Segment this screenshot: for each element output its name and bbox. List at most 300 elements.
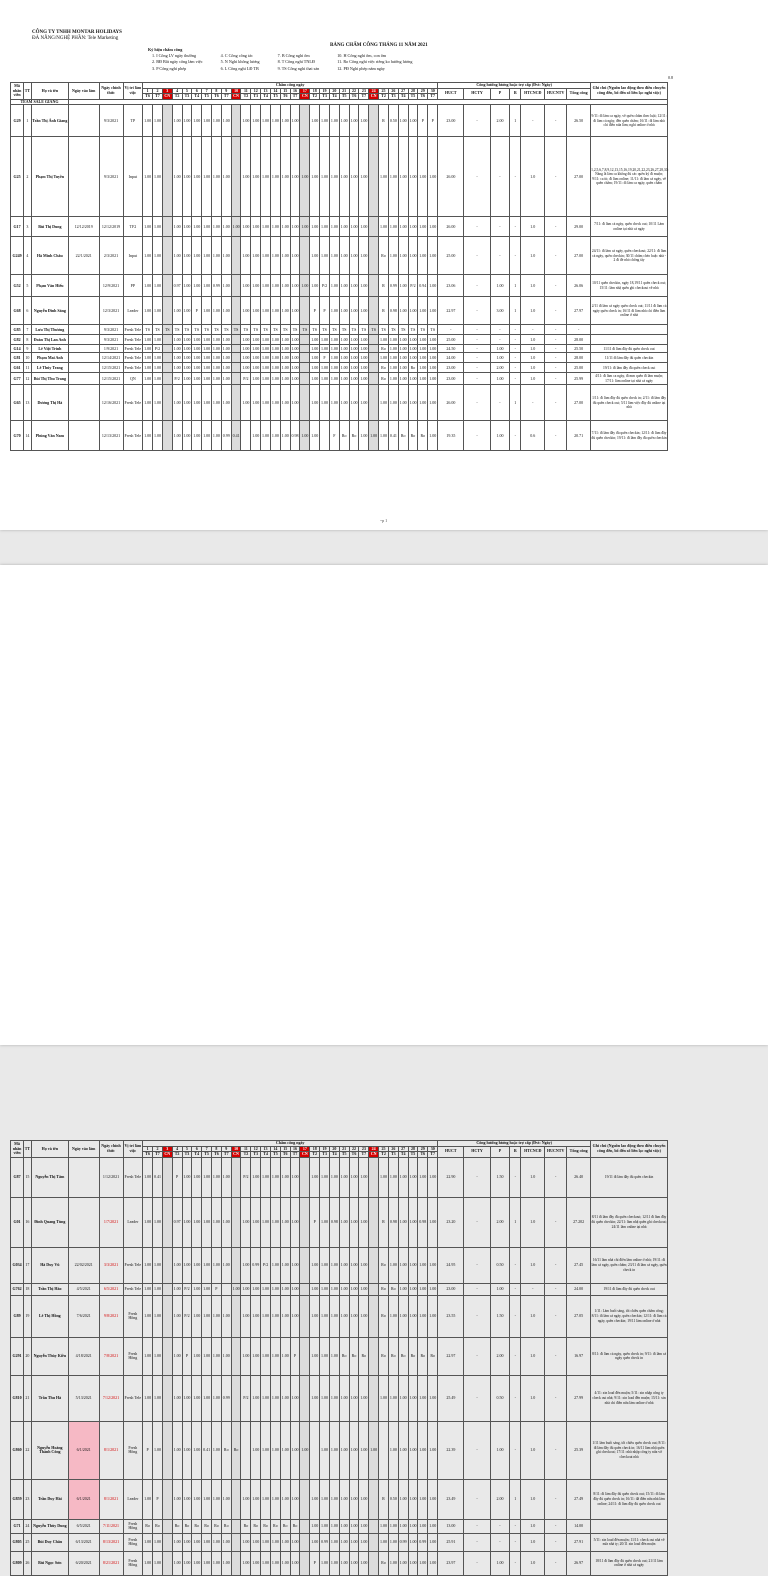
sum-cell: 26.50	[567, 105, 591, 137]
day-cell: 1.00	[280, 421, 290, 451]
weekday: T2	[310, 94, 320, 100]
day-cell	[300, 1519, 310, 1533]
day-cell	[300, 1295, 310, 1337]
position: Fresh Tele	[123, 353, 143, 363]
sum-cell: -	[545, 1533, 567, 1551]
sum-col-header: HTCNCĐ	[521, 1146, 545, 1157]
day-cell: 1.00	[182, 1533, 192, 1551]
day-cell	[221, 1283, 231, 1295]
day-cell: 1.00	[418, 1551, 428, 1575]
position: Input	[123, 237, 143, 275]
day-cell: 1.00	[329, 137, 339, 217]
day-cell: Ro	[379, 373, 389, 385]
day-cell: 1.00	[261, 421, 271, 451]
day-cell	[379, 1421, 389, 1479]
sum-cell: -	[521, 385, 545, 421]
day-cell: 1.00	[251, 1479, 261, 1519]
day-cell: 1.00	[153, 1337, 163, 1375]
day-cell: 1.00	[261, 137, 271, 217]
day-number: 9	[221, 1146, 231, 1152]
day-cell: 1.00	[192, 1247, 202, 1283]
day-cell: Ro	[182, 1519, 192, 1533]
sum-cell: -	[545, 1375, 567, 1421]
day-cell	[369, 1519, 379, 1533]
day-cell: 1.00	[270, 353, 280, 363]
position: Leader	[123, 1479, 143, 1519]
sum-cell: 1	[510, 1479, 521, 1519]
weekday: CN	[300, 94, 310, 100]
sum-cell: 1.0	[521, 1421, 545, 1479]
day-cell: 0.41	[153, 1157, 163, 1197]
weekday: T4	[261, 94, 271, 100]
day-cell: 1.00	[251, 237, 261, 275]
day-cell: 1.00	[153, 1533, 163, 1551]
day-cell: 1.00	[428, 237, 438, 275]
day-cell: TS	[398, 325, 408, 335]
day-cell: 1.00	[261, 297, 271, 325]
day-cell	[162, 1375, 172, 1421]
day-cell: 1.00	[349, 237, 359, 275]
page-1	[0, 0, 768, 530]
day-cell: Ro	[153, 1519, 163, 1533]
table-row	[11, 373, 668, 385]
day-cell	[369, 345, 379, 353]
legend-item: 9. TS Công nghỉ thai sản	[277, 65, 320, 71]
sum-cell: -	[510, 353, 521, 363]
day-cell: 1.00	[428, 1157, 438, 1197]
weekday: T2	[172, 94, 182, 100]
day-cell: 1.00	[290, 1533, 300, 1551]
weekday: CN	[369, 1152, 379, 1158]
day-cell: 1.00	[212, 1157, 222, 1197]
day-cell: Ro	[290, 1519, 300, 1533]
day-cell: 1.00	[290, 217, 300, 237]
note-cell: 1/11: Làm buổi sáng, tối chiều quên chấm công; 8/11: đi làm cả ngày, quên checkin; 12/11: đi làm cả ngày, quên checkin; 19/11 làm online ở nhà	[591, 1295, 668, 1337]
day-cell: 1.00	[182, 1551, 192, 1575]
weekday: T5	[339, 1152, 349, 1158]
day-cell: 1.00	[143, 1533, 153, 1551]
day-cell	[241, 1421, 251, 1479]
day-cell: 1.00	[202, 1479, 212, 1519]
legend-item: 5. N Nghỉ không lương	[220, 59, 260, 65]
weekday: T6	[418, 94, 428, 100]
day-cell: 1.00	[398, 1247, 408, 1283]
day-cell: 1.00	[408, 353, 418, 363]
weekday: T4	[192, 94, 202, 100]
sum-cell: -	[545, 1519, 567, 1533]
table-row	[11, 1197, 668, 1247]
official-date: 3/3/2021	[99, 1247, 123, 1283]
day-cell: 1.00	[212, 217, 222, 237]
sum-cell: -	[464, 1421, 490, 1479]
sum-cell: -	[545, 1247, 567, 1283]
day-cell: 1.00	[428, 217, 438, 237]
day-cell: 1.00	[349, 1283, 359, 1295]
sum-cell: 24.50	[438, 345, 464, 353]
sum-cell: -	[464, 1375, 490, 1421]
day-number: 24	[369, 1146, 379, 1152]
sum-cell: -	[521, 105, 545, 137]
day-cell: 1.00	[290, 1479, 300, 1519]
sum-cell: -	[545, 325, 567, 335]
day-cell: 1.00	[241, 1551, 251, 1575]
legend-item: 8. T Công nghỉ TNLĐ	[277, 59, 315, 65]
weekday: T6	[212, 94, 222, 100]
weekday: T4	[192, 1152, 202, 1158]
day-cell: 1.00	[428, 275, 438, 297]
day-cell: 1.00	[182, 363, 192, 373]
day-cell: 1.00	[231, 217, 241, 237]
sum-cell: -	[510, 1295, 521, 1337]
day-cell: 1.00	[290, 1157, 300, 1197]
day-cell: Ro	[379, 1337, 389, 1375]
day-cell: 1.00	[202, 421, 212, 451]
day-number: 20	[329, 88, 339, 94]
position: Fresh Tele	[123, 1283, 143, 1295]
sum-cell: -	[464, 1337, 490, 1375]
note-cell: 4/11: xin load đến muộn; 5/11: xin nhập công ty check out nhà; 9/11: xin load đến muộn; 15/11: xin nhà chỉ điền nửa làm online ở nhà	[591, 1375, 668, 1421]
day-cell: TS	[143, 325, 153, 335]
ma-header: Mã nhân viên	[11, 83, 24, 100]
sum-cell: 26.00	[438, 385, 464, 421]
sum-cell: -	[521, 325, 545, 335]
day-cell	[369, 1551, 379, 1575]
day-cell: 1.00	[349, 1533, 359, 1551]
day-cell: 1.00	[290, 345, 300, 353]
day-cell: 1.00	[388, 345, 398, 353]
sum-cell: -	[510, 217, 521, 237]
day-cell: 1.00	[192, 385, 202, 421]
day-cell: 0.99	[221, 1375, 231, 1421]
day-cell	[300, 373, 310, 385]
sum-cell: 26.00	[438, 217, 464, 237]
official-date: 1/7/2021	[99, 1197, 123, 1247]
table-row	[11, 1247, 668, 1283]
day-cell: 1.00	[349, 275, 359, 297]
sum-cell: 26.97	[567, 1551, 591, 1575]
day-cell	[369, 1157, 379, 1197]
day-cell	[162, 421, 172, 451]
table-row	[11, 335, 668, 345]
day-cell: 1.00	[261, 345, 271, 353]
day-cell: 1.00	[192, 353, 202, 363]
row-number: 12	[24, 373, 32, 385]
weekday: T3	[251, 1152, 261, 1158]
sum-cell: -	[510, 335, 521, 345]
day-cell: 1.00	[388, 217, 398, 237]
table-row	[11, 237, 668, 275]
day-cell: 1.00	[428, 1295, 438, 1337]
sum-cell: -	[464, 373, 490, 385]
day-cell: 1.00	[212, 137, 222, 217]
day-cell: 1.00	[359, 1421, 369, 1479]
weekday: T5	[408, 1152, 418, 1158]
day-cell: P/2	[172, 373, 182, 385]
employee-id: G14	[11, 345, 24, 353]
day-cell: 1.00	[192, 1337, 202, 1375]
day-cell	[162, 353, 172, 363]
row-number: 19	[24, 1295, 32, 1337]
day-cell: 1.00	[261, 1157, 271, 1197]
sum-col-header: P	[490, 88, 510, 99]
sum-cell: -	[510, 1337, 521, 1375]
sum-cell: 2.00	[490, 1479, 510, 1519]
day-cell	[369, 1295, 379, 1337]
day-cell	[162, 345, 172, 353]
day-cell	[369, 1197, 379, 1247]
day-cell: 1.00	[290, 1247, 300, 1283]
day-cell: 1.00	[221, 105, 231, 137]
day-cell: R	[379, 1197, 389, 1247]
legend-item: 4. C Công công tác	[220, 53, 253, 59]
day-cell: 1.00	[202, 373, 212, 385]
day-number: 10	[231, 88, 241, 94]
day-number: 14	[270, 88, 280, 94]
employee-id: G859	[11, 1479, 24, 1519]
day-cell: 1.00	[339, 363, 349, 373]
day-cell: 1.00	[339, 137, 349, 217]
day-cell: P	[290, 1337, 300, 1375]
day-cell: 1.00	[428, 1533, 438, 1551]
weekday: T2	[379, 94, 389, 100]
day-cell: Ro	[212, 1519, 222, 1533]
day-cell: 1.00	[359, 217, 369, 237]
day-cell: 1.00	[143, 275, 153, 297]
day-cell: 1.00	[290, 363, 300, 373]
attendance-header: Chấm công ngày	[143, 83, 438, 89]
sum-cell: 1	[510, 297, 521, 325]
day-cell: 1.00	[379, 1519, 389, 1533]
day-cell: 1.00	[270, 1283, 280, 1295]
day-cell: 1.00	[212, 1421, 222, 1479]
start-date	[68, 345, 99, 353]
day-cell: 1.00	[428, 297, 438, 325]
sum-cell: 2.00	[490, 1337, 510, 1375]
employee-name: Bùi Thị Thu Trang	[31, 373, 68, 385]
day-cell: 1.00	[212, 363, 222, 373]
position-header: Vị trí làm việc	[123, 83, 143, 100]
day-cell: 1.00	[270, 1157, 280, 1197]
table-row	[11, 1519, 668, 1533]
day-cell: 1.00	[251, 1421, 261, 1479]
day-cell: 0.99	[221, 421, 231, 451]
day-cell: 1.00	[280, 275, 290, 297]
day-cell: 1.00	[192, 237, 202, 275]
day-cell: 1.00	[398, 1197, 408, 1247]
sum-cell: -	[464, 363, 490, 373]
day-cell: 1.00	[270, 363, 280, 373]
day-cell	[162, 1421, 172, 1479]
day-cell: 1.00	[349, 217, 359, 237]
day-cell: 1.00	[339, 385, 349, 421]
day-cell: 1.00	[339, 1295, 349, 1337]
day-cell: 1.00	[428, 1421, 438, 1479]
sum-cell: 14.00	[567, 1519, 591, 1533]
sum-cell: -	[490, 137, 510, 217]
day-cell: 1.00	[349, 363, 359, 373]
day-cell: 1.00	[320, 1283, 330, 1295]
day-cell: 1.00	[349, 1295, 359, 1337]
employee-id: G034	[11, 1247, 24, 1283]
day-cell: 0.41	[388, 421, 398, 451]
day-cell	[369, 353, 379, 363]
day-cell: 1.00	[349, 1157, 359, 1197]
day-cell: 1.00	[241, 137, 251, 217]
day-cell: 1.00	[418, 345, 428, 353]
day-cell	[162, 275, 172, 297]
sum-cell: -	[545, 421, 567, 451]
day-cell: 1.00	[172, 237, 182, 275]
sum-cell: 27.00	[567, 137, 591, 217]
row-number: 18	[24, 1283, 32, 1295]
day-cell: 1.00	[172, 421, 182, 451]
table-row	[11, 1283, 668, 1295]
day-cell: 1.00	[212, 373, 222, 385]
day-cell: 1.00	[339, 335, 349, 345]
employee-name: Bùi Duy Châu	[31, 1533, 68, 1551]
day-cell: 1.00	[241, 217, 251, 237]
day-cell: 1.00	[428, 1375, 438, 1421]
day-cell: 1.00	[290, 353, 300, 363]
sum-cell: -	[464, 297, 490, 325]
day-cell: 1.00	[212, 297, 222, 325]
stt-header: TT	[24, 1141, 32, 1158]
day-cell: 1.00	[172, 385, 182, 421]
sum-cell: -	[464, 1295, 490, 1337]
day-cell: 1.00	[408, 1375, 418, 1421]
day-cell: 1.00	[212, 385, 222, 421]
day-cell: 1.00	[202, 335, 212, 345]
sum-cell: 1.0	[521, 1519, 545, 1533]
day-cell: 1.00	[398, 373, 408, 385]
day-cell: 1.00	[349, 1247, 359, 1283]
sum-cell: -	[490, 1533, 510, 1551]
day-cell: 1.00	[329, 275, 339, 297]
sum-cell: -	[510, 1519, 521, 1533]
day-number: 20	[329, 1146, 339, 1152]
day-cell: Ro	[280, 1519, 290, 1533]
table-row	[11, 217, 668, 237]
employee-name: Phùng Văn Nam	[31, 421, 68, 451]
day-cell: TS	[221, 325, 231, 335]
table-row	[11, 421, 668, 451]
day-cell: 1.00	[329, 345, 339, 353]
position: Fresh Hồng	[123, 1421, 143, 1479]
day-cell: 0.98	[290, 421, 300, 451]
sum-cell: 23.00	[438, 363, 464, 373]
day-cell: 1.00	[192, 1157, 202, 1197]
sum-cell: -	[545, 1421, 567, 1479]
day-cell: 1.00	[251, 297, 261, 325]
day-cell: 1.00	[359, 363, 369, 373]
day-cell	[231, 353, 241, 363]
day-cell: 1.00	[418, 217, 428, 237]
day-cell	[369, 217, 379, 237]
day-cell: 1.00	[182, 345, 192, 353]
day-cell: 1.00	[153, 275, 163, 297]
sum-cell: 22.97	[438, 1337, 464, 1375]
day-number: 8	[212, 88, 222, 94]
day-cell: TS	[290, 325, 300, 335]
day-cell: 1.00	[339, 1375, 349, 1421]
day-cell: 1.00	[153, 1283, 163, 1295]
legend-item: 11. Ro Công nghỉ việc riêng ko hưởng lương	[337, 59, 413, 65]
day-cell: 1.00	[388, 237, 398, 275]
day-cell	[369, 1479, 379, 1519]
sum-cell: 22.97	[438, 297, 464, 325]
day-cell: 1.00	[212, 345, 222, 353]
sum-cell: -	[464, 1519, 490, 1533]
day-cell: 1.00	[280, 353, 290, 363]
official-date: 12/12/2019	[99, 217, 123, 237]
day-cell: 1.00	[428, 137, 438, 217]
day-cell: TS	[320, 325, 330, 335]
ma-header: Mã nhân viên	[11, 1141, 24, 1158]
sum-cell: 1.0	[521, 1337, 545, 1375]
note-cell: 1,2,5,6,7,8,9,12,13,15,16,19,20,21,22,23,26,27,28,30: Nàng là làm ca không đủ các quên ký đi muộn; 9/11: ca ttt; đi làm online; 11/11: đi làm cả ngày, về quên chấm; 19/11: đi làm ca ngày, quên chấm	[591, 137, 668, 217]
day-cell: TS	[379, 325, 389, 335]
day-cell: 1.00	[329, 373, 339, 385]
day-cell	[300, 1247, 310, 1283]
day-cell: 1.00	[408, 1551, 418, 1575]
sum-cell: -	[545, 353, 567, 363]
day-cell: 1.00	[408, 1247, 418, 1283]
day-cell: 1.00	[221, 373, 231, 385]
day-cell: 1.00	[153, 363, 163, 373]
day-cell: 1.00	[339, 275, 349, 297]
sum-cell: -	[545, 363, 567, 373]
day-cell: 1.00	[428, 385, 438, 421]
day-cell: 1.00	[320, 237, 330, 275]
weekday: T7	[428, 1152, 438, 1158]
day-cell: 1.00	[251, 421, 261, 451]
day-cell: 1.00	[270, 385, 280, 421]
weekday: T6	[212, 1152, 222, 1158]
day-cell: 1.00	[418, 363, 428, 373]
page-number: ~p 1	[380, 518, 388, 523]
official-date: 1/9/2021	[99, 345, 123, 353]
employee-id: G29	[11, 105, 24, 137]
day-cell: 1.00	[143, 353, 153, 363]
day-cell: 1.00	[270, 1337, 280, 1375]
day-cell: 1.00	[221, 345, 231, 353]
sum-cell: -	[464, 1551, 490, 1575]
day-cell: 1.00	[388, 1247, 398, 1283]
day-cell: 1.00	[221, 1295, 231, 1337]
sum-cell: 1	[510, 1197, 521, 1247]
table-row	[11, 1533, 668, 1551]
day-cell: 1.00	[339, 345, 349, 353]
day-cell: 1.00	[339, 353, 349, 363]
day-cell: 1.00	[310, 217, 320, 237]
day-cell: 1.00	[143, 1247, 153, 1283]
day-cell: 1.00	[329, 1337, 339, 1375]
row-number: 4	[24, 237, 32, 275]
day-cell: 1.00	[153, 237, 163, 275]
day-cell: 1.00	[359, 137, 369, 217]
weekday: T4	[329, 94, 339, 100]
legend-columns	[152, 53, 412, 72]
sum-cell: -	[438, 325, 464, 335]
day-cell: 0.41	[231, 421, 241, 451]
sum-cell: 1.0	[521, 1375, 545, 1421]
sum-cell: 1.50	[490, 1295, 510, 1337]
day-cell	[162, 297, 172, 325]
day-cell: 1.00	[359, 1533, 369, 1551]
position: Fresh Hồng	[123, 1295, 143, 1337]
sum-cell: -	[464, 1479, 490, 1519]
start-date	[68, 105, 99, 137]
